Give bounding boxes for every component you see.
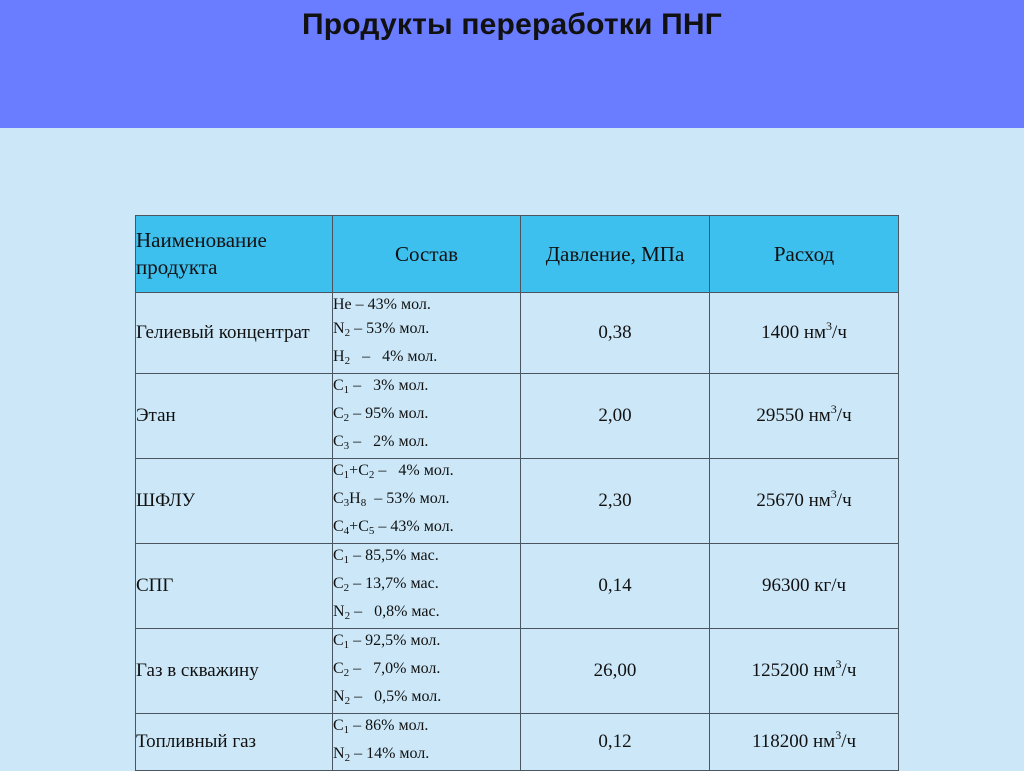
composition-sub: 2 bbox=[344, 355, 351, 367]
composition-cell bbox=[333, 714, 521, 771]
flow-unit-suffix: /ч bbox=[832, 322, 847, 343]
flow-unit-suffix: /ч bbox=[841, 731, 857, 752]
composition-line bbox=[333, 430, 520, 458]
composition-line bbox=[333, 317, 520, 345]
composition-sub: 2 bbox=[344, 752, 351, 764]
composition-rest: +C bbox=[349, 518, 369, 535]
composition-sub: 3 bbox=[343, 440, 350, 452]
flow-unit-exponent: 3 bbox=[835, 728, 842, 742]
composition-line bbox=[333, 345, 520, 373]
table-row bbox=[136, 714, 899, 771]
product-name-cell: ШФЛУ bbox=[136, 459, 333, 544]
composition-line bbox=[333, 572, 520, 600]
composition-sub: 1 bbox=[343, 639, 350, 651]
composition-rest: – 7,0% мол. bbox=[349, 660, 441, 677]
pressure-cell: 2,00 bbox=[521, 374, 710, 459]
composition-el: He bbox=[333, 296, 352, 313]
product-name-cell: Этан bbox=[136, 374, 333, 459]
table-row bbox=[136, 544, 899, 629]
composition-el: C bbox=[333, 518, 344, 535]
composition-sub: 3 bbox=[343, 497, 350, 509]
flow-unit-suffix: /ч bbox=[836, 405, 852, 426]
composition-sub2: 5 bbox=[368, 525, 375, 537]
table-row bbox=[136, 459, 899, 544]
composition-line bbox=[333, 515, 520, 543]
flow-cell bbox=[710, 544, 899, 629]
composition-rest: +C bbox=[349, 462, 369, 479]
composition-rest: H bbox=[349, 490, 361, 507]
table-row bbox=[136, 293, 899, 374]
composition-rest: – 13,7% мас. bbox=[349, 575, 439, 592]
flow-cell bbox=[710, 293, 899, 374]
products-table bbox=[135, 215, 899, 771]
composition-sub: 4 bbox=[343, 525, 350, 537]
composition-el: C bbox=[333, 462, 344, 479]
composition-sub2: 2 bbox=[368, 469, 375, 481]
composition-cell bbox=[333, 374, 521, 459]
composition-line bbox=[333, 293, 520, 317]
flow-cell bbox=[710, 459, 899, 544]
composition-sub: 1 bbox=[343, 384, 350, 396]
composition-rest: – 0,5% мол. bbox=[350, 688, 442, 705]
flow-unit-exponent: 3 bbox=[830, 402, 837, 416]
flow-value: 118200 нм bbox=[751, 731, 836, 752]
composition-line bbox=[333, 685, 520, 713]
flow-cell bbox=[710, 714, 899, 771]
flow-value: 25670 нм bbox=[756, 490, 831, 511]
flow-unit-suffix: /ч bbox=[836, 490, 852, 511]
composition-line bbox=[333, 459, 520, 487]
composition-el: N bbox=[333, 603, 345, 620]
composition-el: C bbox=[333, 575, 344, 592]
composition-rest2: – 53% мол. bbox=[366, 490, 450, 507]
product-name-cell: Гелиевый концентрат bbox=[136, 293, 333, 374]
composition-sub: 1 bbox=[343, 469, 350, 481]
composition-rest: – 86% мол. bbox=[349, 717, 429, 734]
composition-rest: – 3% мол. bbox=[349, 377, 429, 394]
composition-el: C bbox=[333, 377, 344, 394]
composition-rest: – 2% мол. bbox=[349, 433, 429, 450]
flow-value: 29550 нм bbox=[756, 405, 831, 426]
table-row bbox=[136, 629, 899, 714]
header-flow: Расход bbox=[710, 216, 899, 293]
composition-rest: – 85,5% мас. bbox=[349, 547, 439, 564]
composition-rest: – 95% мол. bbox=[349, 405, 429, 422]
composition-rest: – 92,5% мол. bbox=[349, 632, 441, 649]
composition-line bbox=[333, 629, 520, 657]
composition-el: C bbox=[333, 405, 344, 422]
composition-line bbox=[333, 402, 520, 430]
table-body bbox=[136, 293, 899, 771]
composition-cell bbox=[333, 459, 521, 544]
composition-sub: 2 bbox=[343, 412, 350, 424]
composition-el: C bbox=[333, 717, 344, 734]
composition-cell bbox=[333, 293, 521, 374]
composition-sub: 2 bbox=[344, 695, 351, 707]
product-name-cell: Топливный газ bbox=[136, 714, 333, 771]
flow-unit-exponent: 3 bbox=[835, 657, 842, 671]
flow-value: 1400 нм bbox=[761, 322, 827, 343]
flow-value: 125200 нм bbox=[751, 660, 836, 681]
product-name-cell: Газ в скважину bbox=[136, 629, 333, 714]
composition-el: C bbox=[333, 660, 344, 677]
page-title: Продукты переработки ПНГ bbox=[301, 8, 723, 41]
composition-sub: 1 bbox=[343, 554, 350, 566]
composition-el: C bbox=[333, 490, 344, 507]
composition-el: H bbox=[333, 348, 345, 365]
composition-line bbox=[333, 742, 520, 770]
composition-rest: – 14% мол. bbox=[350, 745, 430, 762]
composition-line bbox=[333, 714, 520, 742]
pressure-cell: 2,30 bbox=[521, 459, 710, 544]
table-header-row bbox=[136, 216, 899, 293]
composition-sub2: 8 bbox=[360, 497, 367, 509]
product-name-cell: СПГ bbox=[136, 544, 333, 629]
header-product-name: Наименование продукта bbox=[136, 216, 333, 293]
composition-sub: 2 bbox=[344, 610, 351, 622]
pressure-cell: 26,00 bbox=[521, 629, 710, 714]
composition-rest: – 4% мол. bbox=[350, 348, 438, 365]
composition-line bbox=[333, 657, 520, 685]
flow-value: 96300 кг/ч bbox=[761, 575, 847, 596]
composition-rest: – 43% мол. bbox=[351, 296, 431, 313]
pressure-cell: 0,38 bbox=[521, 293, 710, 374]
composition-rest2: – 4% мол. bbox=[374, 462, 454, 479]
composition-rest: – 0,8% мас. bbox=[350, 603, 440, 620]
pressure-cell: 0,12 bbox=[521, 714, 710, 771]
composition-el: C bbox=[333, 547, 344, 564]
composition-sub: 2 bbox=[343, 667, 350, 679]
composition-el: C bbox=[333, 433, 344, 450]
composition-sub: 2 bbox=[343, 582, 350, 594]
composition-line bbox=[333, 600, 520, 628]
composition-rest: – 53% мол. bbox=[350, 320, 430, 337]
composition-rest2: – 43% мол. bbox=[374, 518, 454, 535]
table-row bbox=[136, 374, 899, 459]
composition-line bbox=[333, 374, 520, 402]
header-composition: Состав bbox=[333, 216, 521, 293]
composition-cell bbox=[333, 629, 521, 714]
composition-el: N bbox=[333, 320, 345, 337]
composition-line bbox=[333, 544, 520, 572]
composition-line bbox=[333, 487, 520, 515]
header-pressure: Давление, МПа bbox=[521, 216, 710, 293]
flow-unit-suffix: /ч bbox=[841, 660, 857, 681]
composition-sub: 2 bbox=[344, 327, 351, 339]
flow-unit-exponent: 3 bbox=[826, 319, 833, 333]
composition-el: C bbox=[333, 632, 344, 649]
flow-unit-exponent: 3 bbox=[830, 487, 837, 501]
composition-el: N bbox=[333, 745, 345, 762]
flow-cell bbox=[710, 374, 899, 459]
composition-cell bbox=[333, 544, 521, 629]
composition-sub: 1 bbox=[343, 724, 350, 736]
pressure-cell: 0,14 bbox=[521, 544, 710, 629]
flow-cell bbox=[710, 629, 899, 714]
composition-el: N bbox=[333, 688, 345, 705]
